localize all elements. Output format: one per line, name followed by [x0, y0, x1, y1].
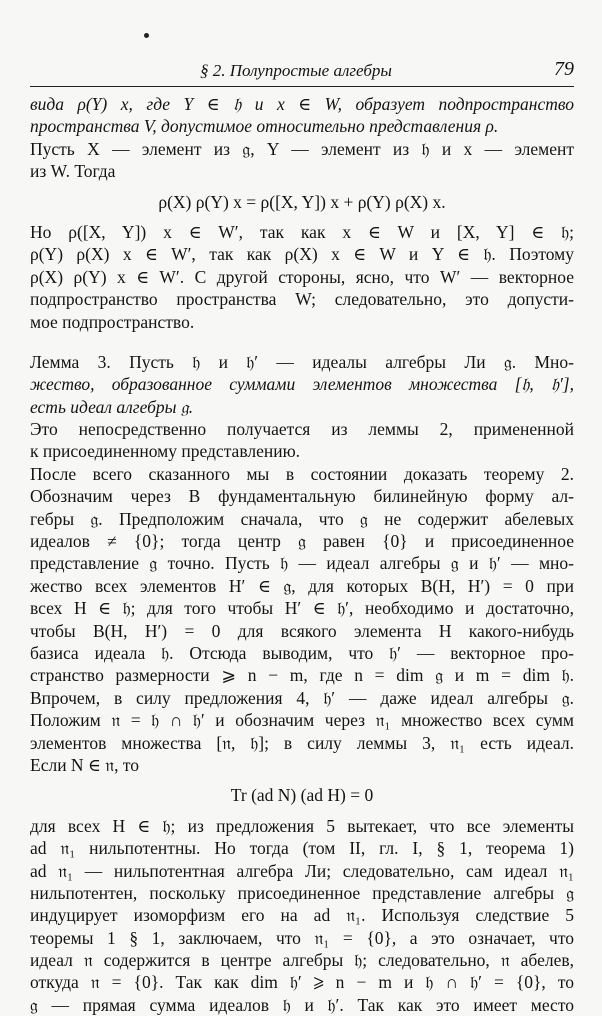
text-line: к присоединенному представлению. [30, 441, 301, 462]
text-line: элементов множества [𝔫, 𝔥]; в силу леммы 3, 𝔫₁ есть идеал. [30, 732, 574, 753]
text-line: ad 𝔫₁ — нильпотентная алгебра Ли; следовательно, сам идеал 𝔫₁ [30, 860, 574, 881]
text-line: ad 𝔫₁ нильпотентны. Но тогда (том II, гл. I, § 1, теорема 1) [30, 838, 574, 859]
text-line: пространства V, допустимое относительно представления ρ. [30, 116, 499, 137]
text-line: Это непосредственно получается из леммы 2, примененной [30, 419, 574, 440]
display-formula: ρ(X) ρ(Y) x = ρ([X, Y]) x + ρ(Y) ρ(X) x. [158, 191, 446, 212]
ink-speck [144, 33, 149, 38]
text-line: откуда 𝔫 = {0}. Так как dim 𝔥′ ⩾ n − m и 𝔥 ∩ 𝔥′ = {0}, то [30, 972, 574, 993]
text-line: есть идеал алгебры 𝔤. [30, 396, 194, 417]
text-line: подпространство пространства W; следовательно, это допусти- [30, 289, 574, 310]
text-line: гебры 𝔤. Предположим сначала, что 𝔤 не содержит абелевых [30, 508, 574, 529]
text-line: для всех H ∈ 𝔥; из предложения 5 вытекает, что все элементы [30, 815, 574, 836]
text-line: ρ(X) ρ(Y) x ∈ W′. С другой стороны, ясно, что W′ — векторное [30, 266, 574, 287]
text-line: нильпотентен, поскольку присоединенное представление алгебры 𝔤 [30, 882, 574, 903]
text-line: Лемма 3. Пусть 𝔥 и 𝔥′ — идеалы алгебры Ли 𝔤. Мно- [30, 351, 574, 372]
text-line: Положим 𝔫 = 𝔥 ∩ 𝔥′ и обозначим через 𝔫₁ множество всех сумм [30, 710, 574, 731]
text-line: всех H ∈ 𝔥; для того чтобы H′ ∈ 𝔥′, необходимо и достаточно, [30, 598, 574, 619]
text-line: вида ρ(Y) x, где Y ∈ 𝔥 и x ∈ W, образует подпространство [30, 94, 574, 114]
text-line: мое подпространство. [30, 311, 195, 332]
paragraph-gap [30, 333, 574, 351]
text-line: индуцирует изоморфизм его на ad 𝔫₁. Используя следствие 5 [30, 905, 574, 926]
text-line: 𝔤 — прямая сумма идеалов 𝔥 и 𝔥′. Так как это имеет место [30, 994, 574, 1015]
text-line: странство размерности ⩾ n − m, где n = dim 𝔤 и m = dim 𝔥. [30, 665, 574, 686]
header-rule [30, 86, 574, 87]
text-line: идеалов ≠ {0}; тогда центр 𝔤 равен {0} и присоединенное [30, 531, 574, 552]
text-line: После всего сказанного мы в состоянии доказать теорему 2. [30, 463, 574, 484]
text-line: Впрочем, в силу предложения 4, 𝔥′ — даже идеал алгебры 𝔤. [30, 687, 574, 708]
display-formula: Tr (ad N) (ad H) = 0 [230, 785, 374, 806]
text-line: теоремы 1 § 1, заключаем, что 𝔫₁ = {0}, а это означает, что [30, 927, 574, 948]
text-line: представление 𝔤 точно. Пусть 𝔥 — идеал алгебры 𝔤 и 𝔥′ — мно- [30, 553, 574, 574]
text-line: базиса идеала 𝔥. Отсюда выводим, что 𝔥′ — векторное про- [30, 642, 574, 663]
text-line: чтобы B(H, H′) = 0 для всякого элемента H какого-нибудь [30, 620, 574, 641]
text-line: жество всех элементов H′ ∈ 𝔤, для которых B(H, H′) = 0 при [30, 575, 574, 596]
text-line: Обозначим через B фундаментальную билинейную форму ал- [30, 486, 574, 507]
page-body [30, 93, 574, 1016]
page-number: 79 [554, 58, 574, 80]
page-header [30, 58, 574, 84]
text-line: жество, образованное суммами элементов множества [𝔥, 𝔥′], [30, 374, 574, 395]
running-head: § 2. Полупростые алгебры [200, 61, 392, 80]
text-line: Если N ∈ 𝔫, то [30, 754, 139, 775]
text-line: ρ(Y) ρ(X) x ∈ W′, так как ρ(X) x ∈ W и Y ∈ 𝔥. Поэтому [30, 244, 574, 265]
text-line: Пусть X — элемент из 𝔤, Y — элемент из 𝔥 и x — элемент [30, 138, 574, 159]
text-line: идеал 𝔫 содержится в центре алгебры 𝔥; следовательно, 𝔫 абелев, [30, 950, 574, 971]
text-line: Но ρ([X, Y]) x ∈ W′, так как x ∈ W и [X, Y] ∈ 𝔥; [30, 221, 574, 242]
text-line: из W. Тогда [30, 161, 116, 182]
